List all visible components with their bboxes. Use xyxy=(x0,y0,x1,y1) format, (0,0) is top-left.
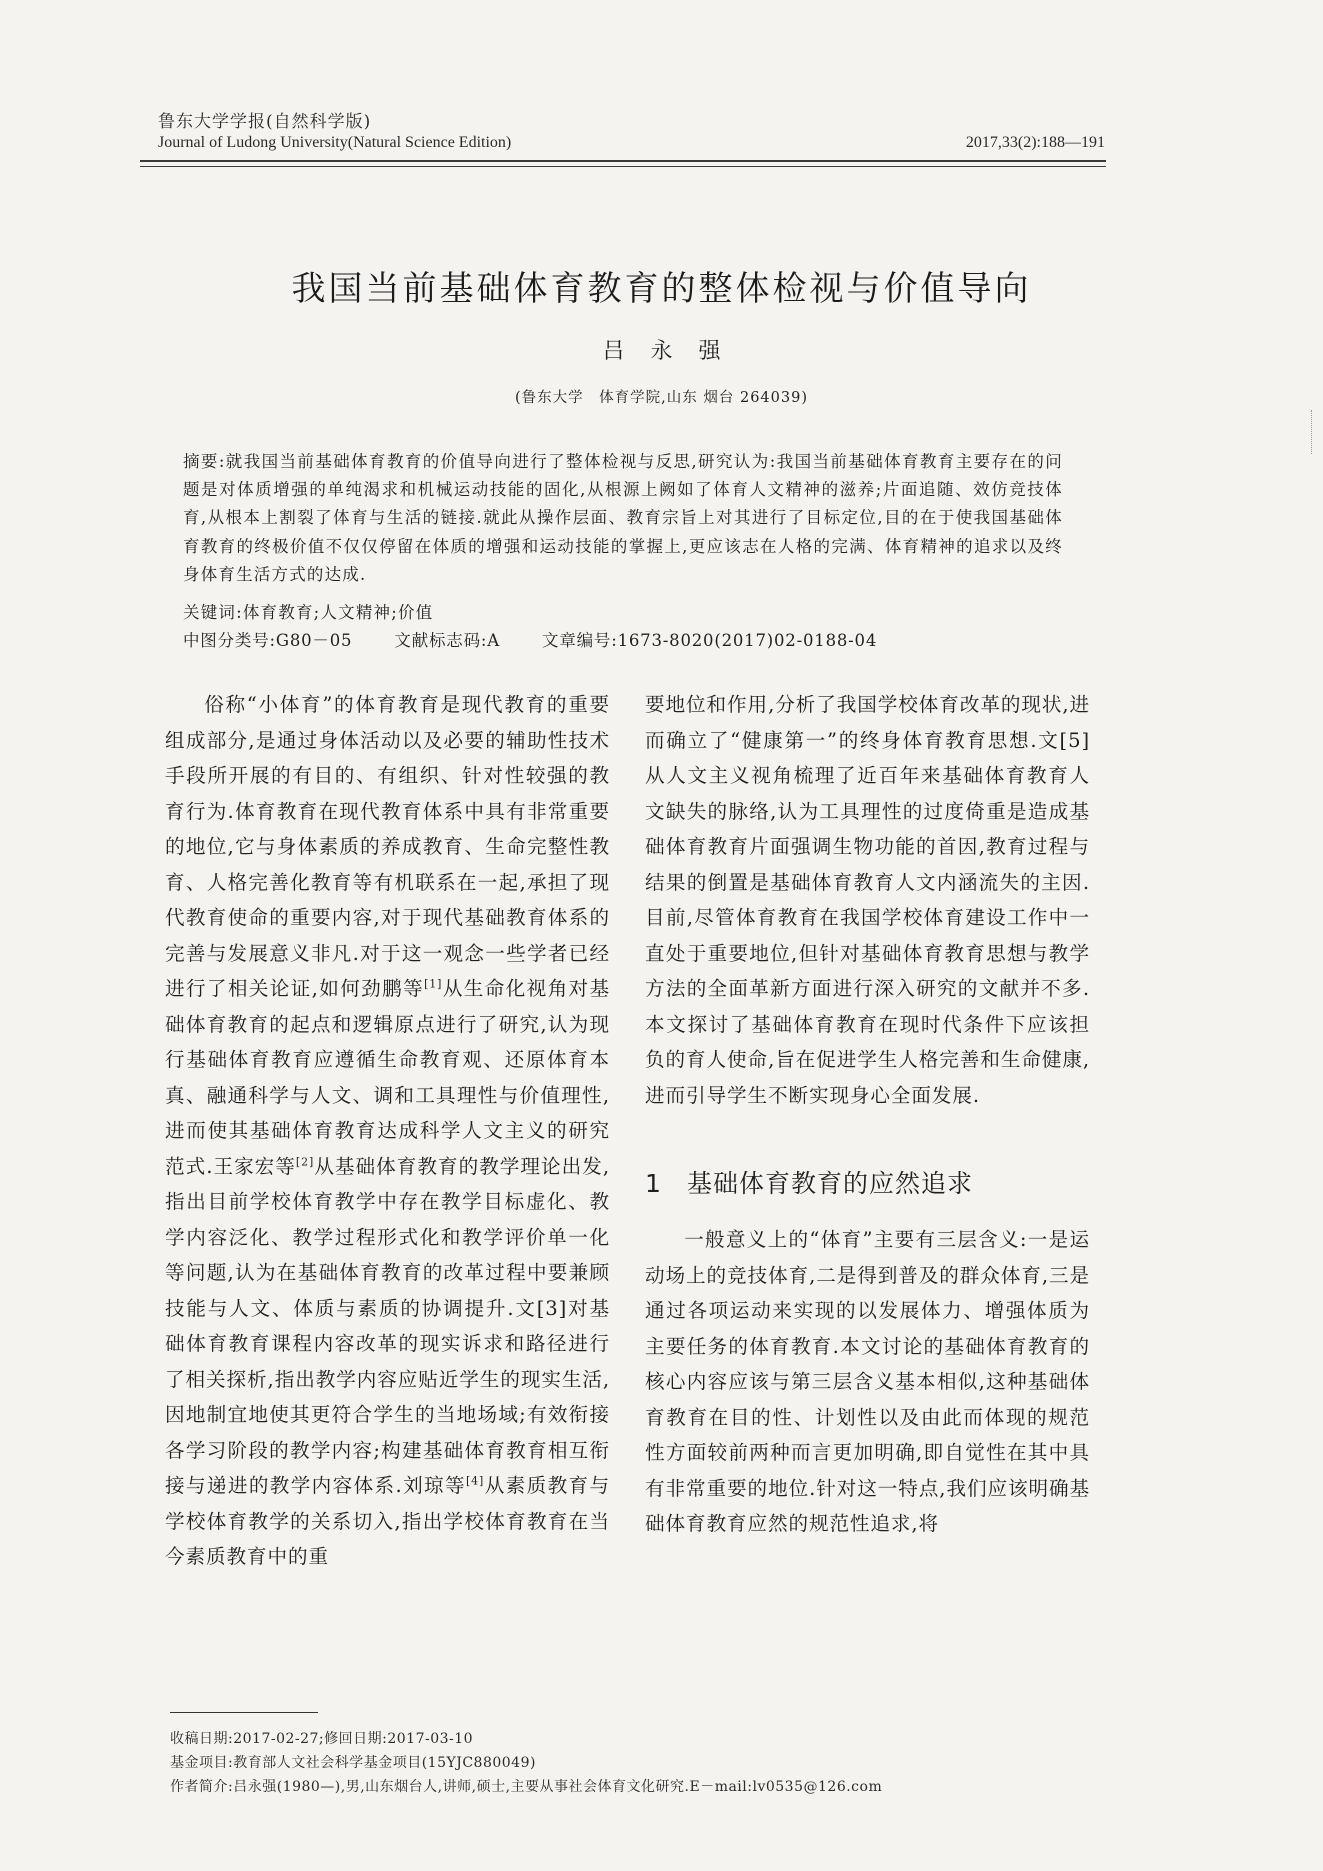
issue-info: 2017,33(2):188—191 xyxy=(965,134,1105,151)
keywords: 关键词:体育教育;人文精神;价值 xyxy=(183,603,434,622)
body-column-right xyxy=(645,687,1090,1113)
article-title: 我国当前基础体育教育的整体检视与价值导向 xyxy=(291,268,1032,309)
paragraph-text: 从生命化视角对基础体育教育的起点和逻辑原点进行了研究,认为现行基础体育教育应遵循生命教育观、还原体育本真、融通科学与人文、调和工具理性与价值理性,进而使其基础体育教育达成科学人文主义的研究范式.王家宏等 xyxy=(165,977,610,1178)
paragraph-text: 从素质教育与学校体育教学的关系切入,指出学校体育教育在当今素质教育中的重 xyxy=(165,1474,610,1568)
abstract: 摘要:就我国当前基础体育教育的价值导向进行了整体检视与反思,研究认为:我国当前基础体育教育主要存在的问题是对体质增强的单纯渴求和机械运动技能的固化,从根源上阙如了体育人文精神的滋养;片面追随、效仿竞技体育,从根本上割裂了体育与生活的链接.就此从操作层面、教育宗旨上对其进行了目标定位,目的在于使我国基础体育教育的终极价值不仅仅停留在体质的增强和运动技能的掌握上,更应该志在人格的完满、体育精神的追求以及终身体育生活方式的达成. xyxy=(183,452,1063,584)
author-affiliation: (鲁东大学 体育学院,山东 烟台 264039) xyxy=(515,390,808,406)
footnote-rule xyxy=(170,1712,318,1713)
header-rule-thick xyxy=(140,160,1106,162)
classification-line xyxy=(183,627,877,651)
body-paragraph xyxy=(165,687,610,1575)
section-heading xyxy=(645,1164,973,1200)
citation-ref: [1] xyxy=(424,977,443,991)
footnote-funding: 基金项目:教育部人文社会科学基金项目(15YJC880049) xyxy=(170,1755,536,1771)
author-name: 吕永强 xyxy=(602,339,747,364)
paragraph-text: 俗称“小体育”的体育教育是现代教育的重要组成部分,是通过身体活动以及必要的辅助性技术手段所开展的有目的、有组织、针对性较强的教育行为.体育教育在现代教育体系中具有非常重要的地位,它与身体素质的养成教育、生命完整性教育、人格完善化教育等有机联系在一起,承担了现代教育使命的重要内容,对于现代基础教育体系的完善与发展意义非凡.对于这一观念一些学者已经进行了相关论证,如何劲鹏等 xyxy=(165,693,610,1000)
body-paragraph: 要地位和作用,分析了我国学校体育改革的现状,进而确立了“健康第一”的终身体育教育思想.文[5]从人文主义视角梳理了近百年来基础体育教育人文缺失的脉络,认为工具理性的过度倚重是造成基础体育教育片面强调生物功能的首因,教育过程与结果的倒置是基础体育教育人文内涵流失的主因.目前,尽管体育教育在我国学校体育建设工作中一直处于重要地位,但针对基础体育教育思想与教学方法的全面革新方面进行深入研究的文献并不多.本文探讨了基础体育教育在现时代条件下应该担负的育人使命,旨在促进学生人格完善和生命健康,进而引导学生不断实现身心全面发展. xyxy=(645,693,1090,1107)
header-rule-thin xyxy=(140,166,1106,167)
body-column-right-section xyxy=(645,1222,1090,1542)
citation-ref: [2] xyxy=(295,1154,315,1168)
citation-ref: [4] xyxy=(465,1474,485,1488)
journal-name-en: Journal of Ludong University(Natural Science Edition) xyxy=(158,134,512,151)
journal-name-cn: 鲁东大学学报(自然科学版) xyxy=(158,112,372,132)
clc-number: 中图分类号:G80－05 xyxy=(183,631,353,650)
paragraph-text: 从基础体育教育的教学理论出发,指出目前学校体育教学中存在教学目标虚化、教学内容泛化、教学过程形式化和教学评价单一化等问题,认为在基础体育教育的改革过程中要兼顾技能与人文、体质与素质的协调提升.文[3]对基础体育教育课程内容改革的现实诉求和路径进行了相关探析,指出教学内容应贴近学生的现实生活,因地制宜地使其更符合学生的当地场域;有效衔接各学习阶段的教学内容;构建基础体育教育相互衔接与递进的教学内容体系.刘琼等 xyxy=(165,1154,610,1497)
document-code: 文献标志码:A xyxy=(394,631,500,650)
footnote-received: 收稿日期:2017-02-27;修回日期:2017-03-10 xyxy=(170,1731,474,1747)
section-number: 1 xyxy=(645,1169,662,1198)
body-column-left xyxy=(165,687,610,1575)
footnote-author-bio: 作者简介:吕永强(1980—),男,山东烟台人,讲师,硕士,主要从事社会体育文化研究.E－mail:lv0535@126.com xyxy=(170,1779,883,1795)
scan-edge-mark xyxy=(1311,410,1315,454)
article-number: 文章编号:1673-8020(2017)02-0188-04 xyxy=(542,631,878,650)
section-title: 基础体育教育的应然追求 xyxy=(687,1169,974,1198)
body-paragraph: 一般意义上的“体育”主要有三层含义:一是运动场上的竞技体育,二是得到普及的群众体育,三是通过各项运动来实现的以发展体力、增强体质为主要任务的体育教育.本文讨论的基础体育教育的核心内容应该与第三层含义基本相似,这种基础体育教育在目的性、计划性以及由此而体现的规范性方面较前两种而言更加明确,即自觉性在其中具有非常重要的地位.针对这一特点,我们应该明确基础体育教育应然的规范性追求,将 xyxy=(645,1228,1090,1535)
